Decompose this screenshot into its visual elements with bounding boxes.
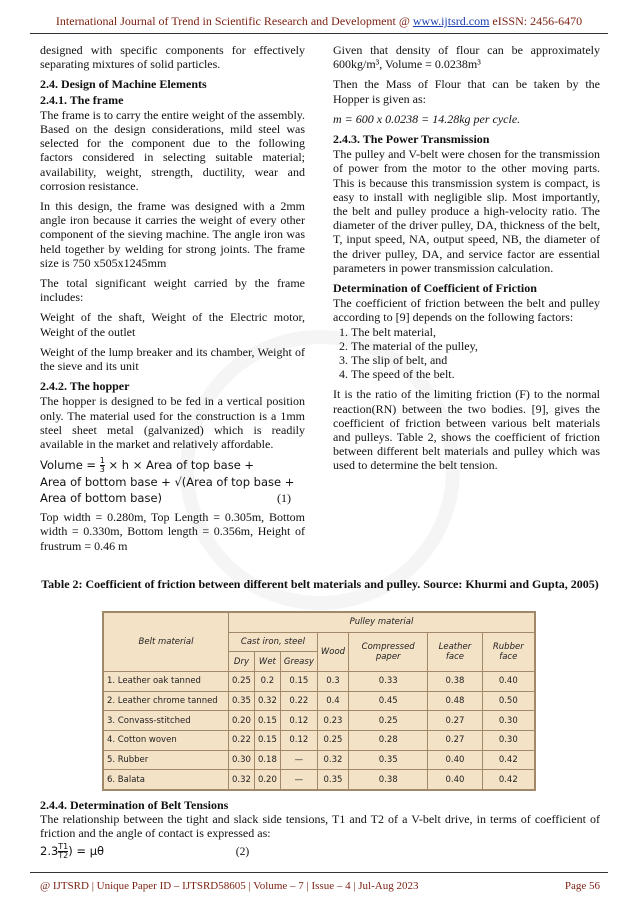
header-belt-material: Belt material (104, 613, 229, 672)
coefficient-cell: 0.22 (229, 730, 255, 750)
eq2-fraction (58, 843, 68, 860)
table-row (104, 672, 535, 692)
coefficient-cell: 0.20 (254, 770, 280, 790)
list-item: 1. The belt material, (351, 325, 600, 339)
header-cast-iron: Cast iron, steel (229, 632, 318, 652)
coefficient-cell: 0.40 (428, 750, 482, 770)
coefficient-cell: — (280, 750, 317, 770)
intro-paragraph: designed with specific components for effectively separating mixtures of solid particles. (40, 43, 305, 72)
table-row (104, 770, 535, 790)
section-heading-power: 2.4.3. The Power Transmission (333, 132, 490, 147)
section-heading-tension: 2.4.4. Determination of Belt Tensions (40, 798, 229, 812)
eq1-num: 1 (99, 456, 105, 466)
header-leather-face: Leather face (428, 632, 482, 671)
eq1-line2: Area of bottom base + √(Area of top base + (40, 475, 295, 490)
coefficient-cell: 0.32 (317, 750, 348, 770)
coefficient-cell: 0.42 (482, 770, 534, 790)
coefficient-cell: 0.33 (349, 672, 428, 692)
eq2-number: (2) (235, 845, 250, 858)
list-item: 2. The material of the pulley, (351, 339, 600, 353)
section-heading-hopper: 2.4.2. The hopper (40, 379, 130, 394)
coefficient-cell: 0.22 (280, 691, 317, 711)
coefficient-cell: 0.12 (280, 711, 317, 731)
belt-material-cell: 3. Convass-stitched (104, 711, 229, 731)
coefficient-cell: 0.20 (229, 711, 255, 731)
frame-paragraph-5: Weight of the lump breaker and its chamber, Weight of the sieve and its unit (40, 344, 305, 374)
power-paragraph: The pulley and V-belt were chosen for the transmission of power from the motor to the other moving parts. This is because this transmission system is compact, is easy to install with negligible slip. Most importantly, the belt and pulley produce a high-velocity ratio. The diameter of the driver pulley, DA, thickness of the belt, T, input speed, NA, output speed, NB, the diameter of the driver pulley, DA, and service factor are essential parameters in power transmission calculation. (333, 147, 600, 275)
footer-rule (30, 872, 608, 873)
frame-paragraph-2: In this design, the frame was designed with a 2mm angle iron because it carries the weight of every other component of the sieving machine. The angle iron was held together by welding for strong joints. The frame size is 750 x505x1245mm (40, 199, 305, 270)
belt-tension-section (40, 798, 600, 864)
coefficient-cell: 0.28 (349, 730, 428, 750)
coefficient-cell: 0.45 (349, 691, 428, 711)
journal-link[interactable]: www.ijtsrd.com (412, 14, 490, 28)
coefficient-cell: 0.18 (254, 750, 280, 770)
coefficient-cell: 0.32 (229, 770, 255, 790)
coefficient-cell: 0.42 (482, 750, 534, 770)
frame-paragraph-3: The total significant weight carried by the frame includes: (40, 276, 305, 305)
frame-paragraph-1: The frame is to carry the entire weight of the assembly. Based on the design considerations, mild steel was selected for the component due to the following factors considered in selecting suitable material; availability, weight, strength, ductility, wear and corrosion resistance. (40, 107, 305, 193)
friction-factor-list (333, 325, 600, 382)
eq1-rhs: × h × Area of top base + (104, 458, 255, 473)
header-wood: Wood (317, 632, 348, 671)
header-wet: Wet (254, 652, 280, 672)
friction-paragraph: The coefficient of friction between the belt and pulley according to [9] depends on the following factors: (333, 296, 600, 325)
eq2-prefix: 2.3 (40, 843, 59, 858)
coefficient-cell: 0.3 (317, 672, 348, 692)
section-heading-friction: Determination of Coefficient of Friction (333, 281, 537, 296)
coefficient-cell: 0.38 (349, 770, 428, 790)
section-heading-design: 2.4. Design of Machine Elements (40, 77, 207, 92)
footer-info: @ IJTSRD | Unique Paper ID – IJTSRD58605 | Volume – 7 | Issue – 4 | Jul-Aug 2023 (40, 880, 419, 892)
belt-material-cell: 6. Balata (104, 770, 229, 790)
belt-material-cell: 4. Cotton woven (104, 730, 229, 750)
equation-2 (40, 843, 600, 860)
eq1-den: 3 (99, 465, 105, 475)
belt-material-cell: 2. Leather chrome tanned (104, 691, 229, 711)
header-compressed-paper: Compressed paper (349, 632, 428, 671)
coefficient-cell: — (280, 770, 317, 790)
coefficient-cell: 0.25 (317, 730, 348, 750)
eq2-rhs: ) = μθ (68, 843, 105, 858)
coefficient-cell: 0.40 (482, 672, 534, 692)
equation-1 (40, 457, 305, 506)
section-heading-frame: 2.4.1. The frame (40, 92, 124, 107)
header-dry: Dry (229, 652, 255, 672)
mass-equation: m = 600 x 0.0238 = 14.28kg per cycle. (333, 111, 521, 126)
coefficient-cell: 0.30 (482, 730, 534, 750)
coefficient-cell: 0.35 (317, 770, 348, 790)
friction-table (102, 611, 536, 791)
table-caption: Table 2: Coefficient of friction between different belt materials and pulley. Source: Khurmi and Gupta, 2005) (41, 577, 599, 591)
eq1-lhs: Volume = (40, 458, 100, 473)
coefficient-cell: 0.38 (428, 672, 482, 692)
left-column (40, 43, 305, 559)
header-pulley-material: Pulley material (229, 613, 535, 633)
coefficient-cell: 0.25 (349, 711, 428, 731)
header-rule (30, 33, 608, 34)
mass-paragraph: Then the Mass of Flour that can be taken by the Hopper is given as: (333, 77, 600, 106)
header-rubber-face: Rubber face (482, 632, 534, 671)
coefficient-cell: 0.27 (428, 711, 482, 731)
header-greasy: Greasy (280, 652, 317, 672)
coefficient-cell: 0.25 (229, 672, 255, 692)
coefficient-cell: 0.15 (254, 730, 280, 750)
dimensions-paragraph: Top width = 0.280m, Top Length = 0.305m, Bottom width = 0.330m, Bottom length = 0.356m, Height of frustrum = 0.46 m (40, 510, 305, 553)
coefficient-cell: 0.32 (254, 691, 280, 711)
coefficient-cell: 0.48 (428, 691, 482, 711)
coefficient-cell: 0.4 (317, 691, 348, 711)
eq2-num: T1 (58, 841, 69, 851)
journal-header (0, 14, 638, 29)
page-number: Page 56 (564, 880, 600, 892)
coefficient-cell: 0.35 (229, 691, 255, 711)
ratio-paragraph: It is the ratio of the limiting friction (F) to the normal reaction(RN) between the two bodies. [9], gives the coefficient of friction between various belt materials and pulleys. Table 2, shows the coefficient of friction between different belt materials and pulley which was used to determine the belt tension. (333, 387, 600, 473)
eq1-line3: Area of bottom base) (40, 491, 163, 506)
right-column (333, 43, 600, 479)
table-row (104, 711, 535, 731)
table-row (104, 691, 535, 711)
list-item: 3. The slip of belt, and (351, 353, 600, 367)
hopper-paragraph: The hopper is designed to be fed in a vertical position only. The material used for the construction is a 1mm steel sheet metal (galvanized) which is readily available in the market and relatively affordable. (40, 394, 305, 452)
belt-material-cell: 5. Rubber (104, 750, 229, 770)
coefficient-cell: 0.12 (280, 730, 317, 750)
coefficient-cell: 0.27 (428, 730, 482, 750)
header-text: International Journal of Trend in Scientific Research and Development @ (55, 14, 413, 28)
eq1-number: (1) (277, 491, 291, 506)
eq2-den: T2 (58, 850, 69, 860)
coefficient-cell: 0.30 (229, 750, 255, 770)
table-row (104, 750, 535, 770)
coefficient-cell: 0.50 (482, 691, 534, 711)
table-row (104, 730, 535, 750)
coefficient-cell: 0.2 (254, 672, 280, 692)
belt-material-cell: 1. Leather oak tanned (104, 672, 229, 692)
density-paragraph: Given that density of flour can be approximately 600kg/m³, Volume = 0.0238m³ (333, 43, 600, 72)
list-item: 4. The speed of the belt. (351, 367, 600, 381)
coefficient-cell: 0.23 (317, 711, 348, 731)
tension-paragraph: The relationship between the tight and slack side tensions, T1 and T2 of a V-belt drive, in terms of coefficient of friction and the angle of contact is expressed as: (40, 812, 600, 841)
coefficient-cell: 0.15 (280, 672, 317, 692)
coefficient-cell: 0.30 (482, 711, 534, 731)
coefficient-cell: 0.35 (349, 750, 428, 770)
coefficient-cell: 0.15 (254, 711, 280, 731)
header-issn: eISSN: 2456-6470 (489, 14, 583, 28)
coefficient-cell: 0.40 (428, 770, 482, 790)
frame-paragraph-4: Weight of the shaft, Weight of the Electric motor, Weight of the outlet (40, 310, 305, 339)
